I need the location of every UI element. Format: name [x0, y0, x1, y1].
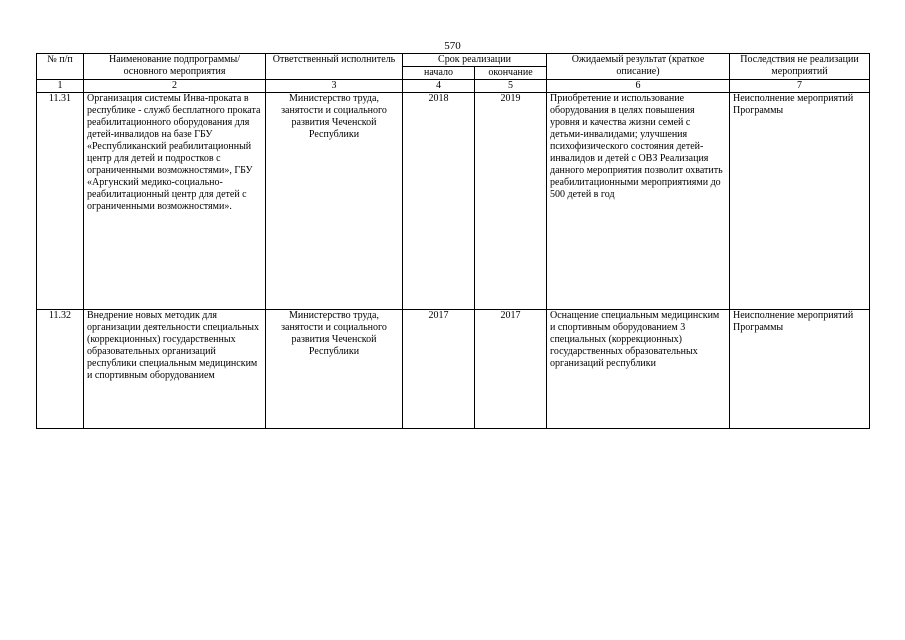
header-row-1	[37, 54, 870, 67]
column-number-row	[37, 80, 870, 93]
header-end: окончание	[475, 67, 547, 80]
column-number: 4	[403, 80, 475, 93]
table-row	[37, 310, 870, 429]
header-consequence: Последствия не реализации мероприятий	[730, 54, 870, 80]
column-number: 5	[475, 80, 547, 93]
row-end: 2019	[475, 93, 547, 310]
row-start: 2018	[403, 93, 475, 310]
header-start: начало	[403, 67, 475, 80]
header-name: Наименование подпрограммы/ основного мероприятия	[84, 54, 266, 80]
row-consequence: Неисполнение мероприятий Программы	[730, 310, 870, 429]
row-number: 11.32	[37, 310, 84, 429]
header-number: № п/п	[37, 54, 84, 80]
column-number: 1	[37, 80, 84, 93]
column-number: 3	[266, 80, 403, 93]
program-table	[36, 53, 870, 429]
row-executor: Министерство труда, занятости и социального развития Чеченской Республики	[266, 93, 403, 310]
row-start: 2017	[403, 310, 475, 429]
row-number: 11.31	[37, 93, 84, 310]
page-number: 570	[444, 40, 461, 52]
header-period: Срок реализации	[403, 54, 547, 67]
column-number: 6	[547, 80, 730, 93]
row-end: 2017	[475, 310, 547, 429]
row-consequence: Неисполнение мероприятий Программы	[730, 93, 870, 310]
column-number: 2	[84, 80, 266, 93]
table-row	[37, 93, 870, 310]
row-result: Приобретение и использование оборудования в целях повышения уровня и качества жизни семей с детьми-инвалидами; улучшения психофизического состояния детей-инвалидов и детей с ОВЗ Реализация данного мероприятия позволит охватить реабилитационными мероприятиями до 500 детей в год	[547, 93, 730, 310]
row-result: Оснащение специальным медицинским и спортивным оборудованием 3 специальных (коррекционных) государственных образовательных организаций республики	[547, 310, 730, 429]
row-name: Внедрение новых методик для организации деятельности специальных (коррекционных) государственных образовательных организаций республики специальным медицинским и спортивным оборудованием	[84, 310, 266, 429]
header-executor: Ответственный исполнитель	[266, 54, 403, 80]
row-name: Организация системы Инва-проката в республике - служб бесплатного проката реабилитационного оборудования для детей-инвалидов на базе ГБУ «Республиканский реабилитационный центр для детей и подростков с ограниченными возможностями», ГБУ «Аргунский медико-социально-реабилитационный центр для детей с ограниченными возможностями».	[84, 93, 266, 310]
row-executor: Министерство труда, занятости и социального развития Чеченской Республики	[266, 310, 403, 429]
header-result: Ожидаемый результат (краткое описание)	[547, 54, 730, 80]
column-number: 7	[730, 80, 870, 93]
